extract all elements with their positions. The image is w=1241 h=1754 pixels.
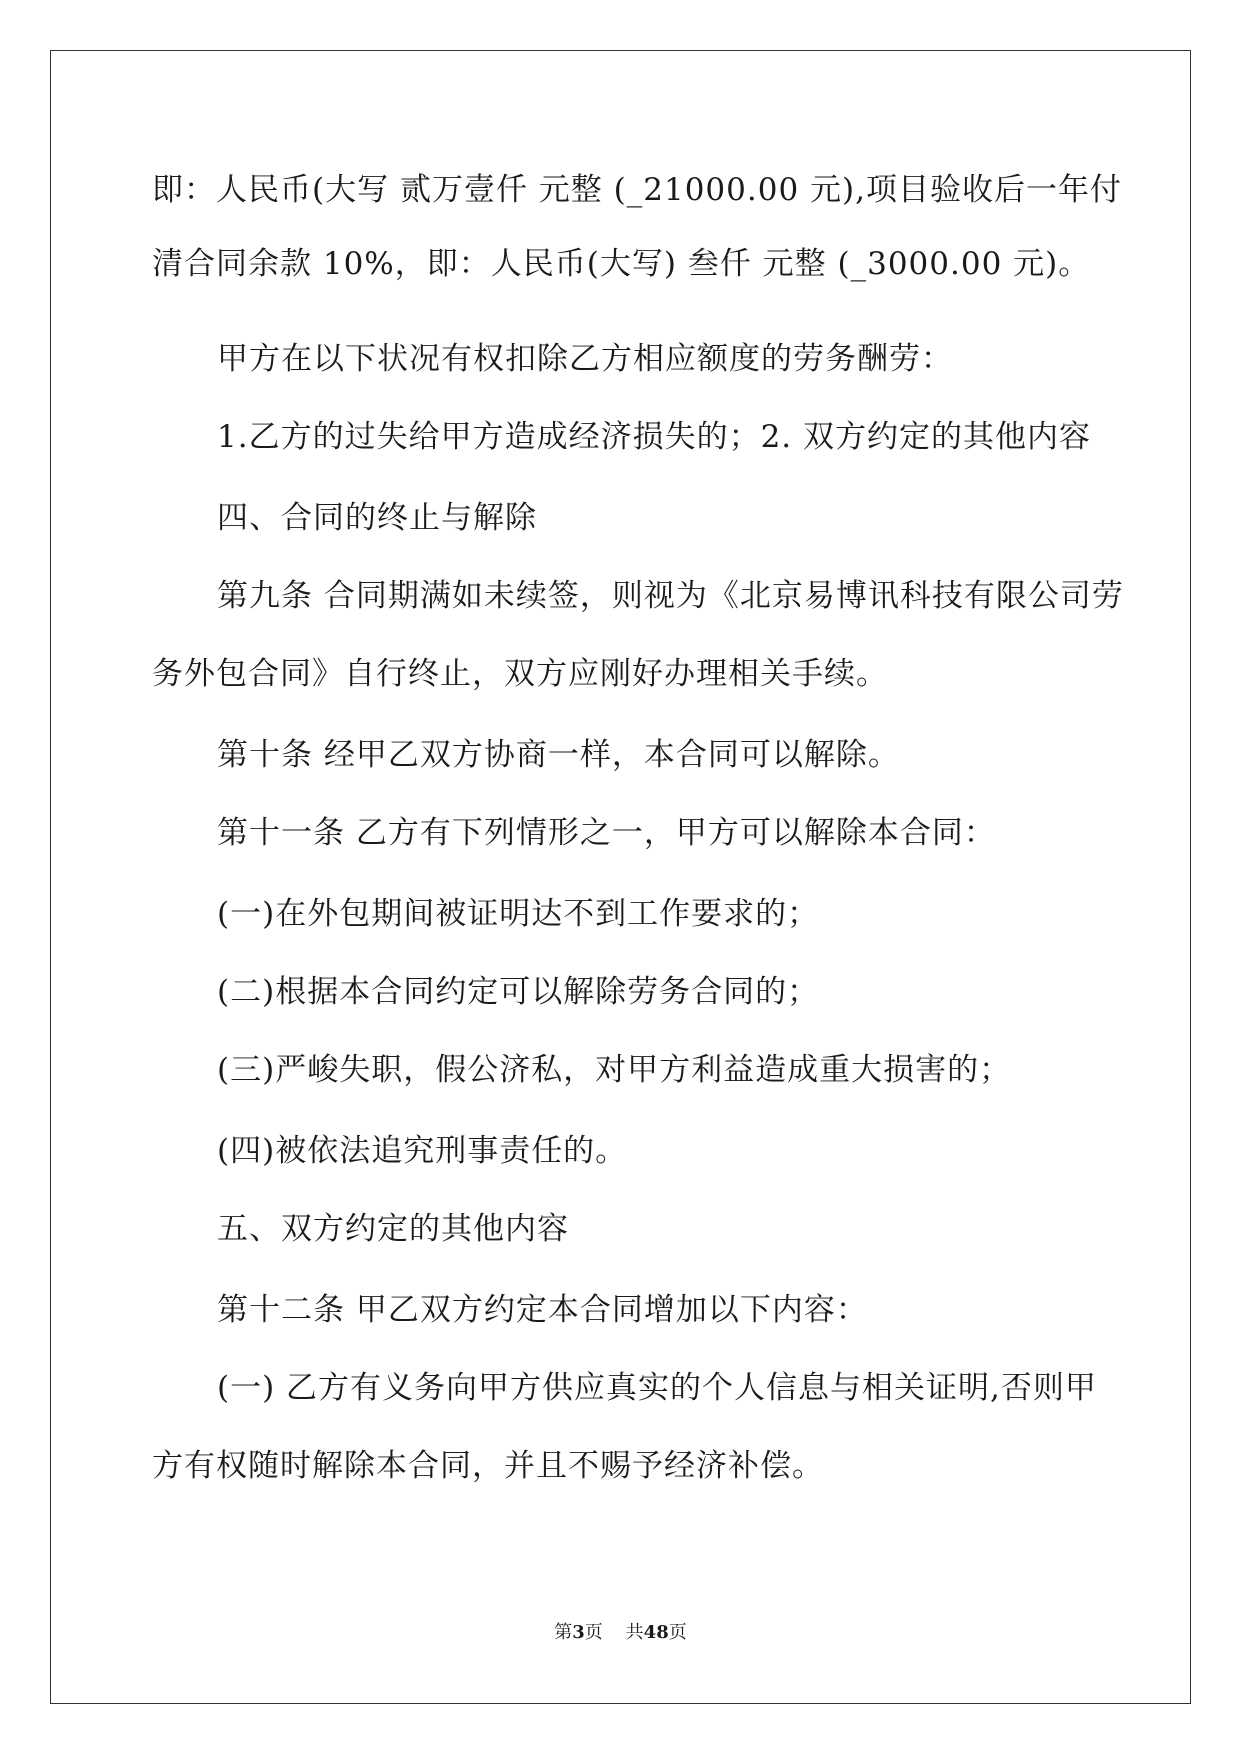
list-item-3: (三)严峻失职，假公济私，对甲方利益造成重大损害的； [217,1052,1012,1088]
text-line-3: 甲方在以下状况有权扣除乙方相应额度的劳务酬劳： [217,341,953,377]
list-item-4: (四)被依法追究刑事责任的。 [217,1133,628,1169]
text-line-15: 第十二条 甲乙双方约定本合同增加以下内容： [217,1292,868,1328]
text-line-6: 第九条 合同期满如未续签，则视为《北京易博讯科技有限公司劳 [217,578,1124,614]
text-line-1: 即：人民币(大写 贰万壹仟 元整 (_21000.00 元),项目验收后一年付 [152,172,1122,208]
section-heading-5: 五、双方约定的其他内容 [217,1211,569,1247]
section-heading-4: 四、合同的终止与解除 [217,500,537,536]
list-item-1: (一)在外包期间被证明达不到工作要求的； [217,896,820,932]
page-footer [0,1622,1241,1644]
text-line-9: 第十一条 乙方有下列情形之一，甲方可以解除本合同： [217,815,996,851]
text-line-2: 清合同余款 10%，即：人民币(大写) 叁仟 元整 (_3000.00 元)。 [152,246,1091,282]
text-line-7: 务外包合同》自行终止，双方应刚好办理相关手续。 [152,656,888,692]
text-line-16: (一) 乙方有义务向甲方供应真实的个人信息与相关证明,否则甲 [217,1370,1097,1406]
total-prefix: 共 [625,1622,644,1643]
text-line-17: 方有权随时解除本合同，并且不赐予经济补偿。 [152,1448,824,1484]
total-pages: 48 [643,1622,669,1643]
page-prefix: 第 [554,1622,573,1643]
text-line-8: 第十条 经甲乙双方协商一样，本合同可以解除。 [217,737,900,773]
text-line-4: 1.乙方的过失给甲方造成经济损失的；2. 双方约定的其他内容 [217,419,1092,455]
total-suffix: 页 [668,1622,687,1643]
list-item-2: (二)根据本合同约定可以解除劳务合同的； [217,974,820,1010]
page-suffix: 页 [584,1622,603,1643]
page-number: 3 [572,1622,585,1643]
